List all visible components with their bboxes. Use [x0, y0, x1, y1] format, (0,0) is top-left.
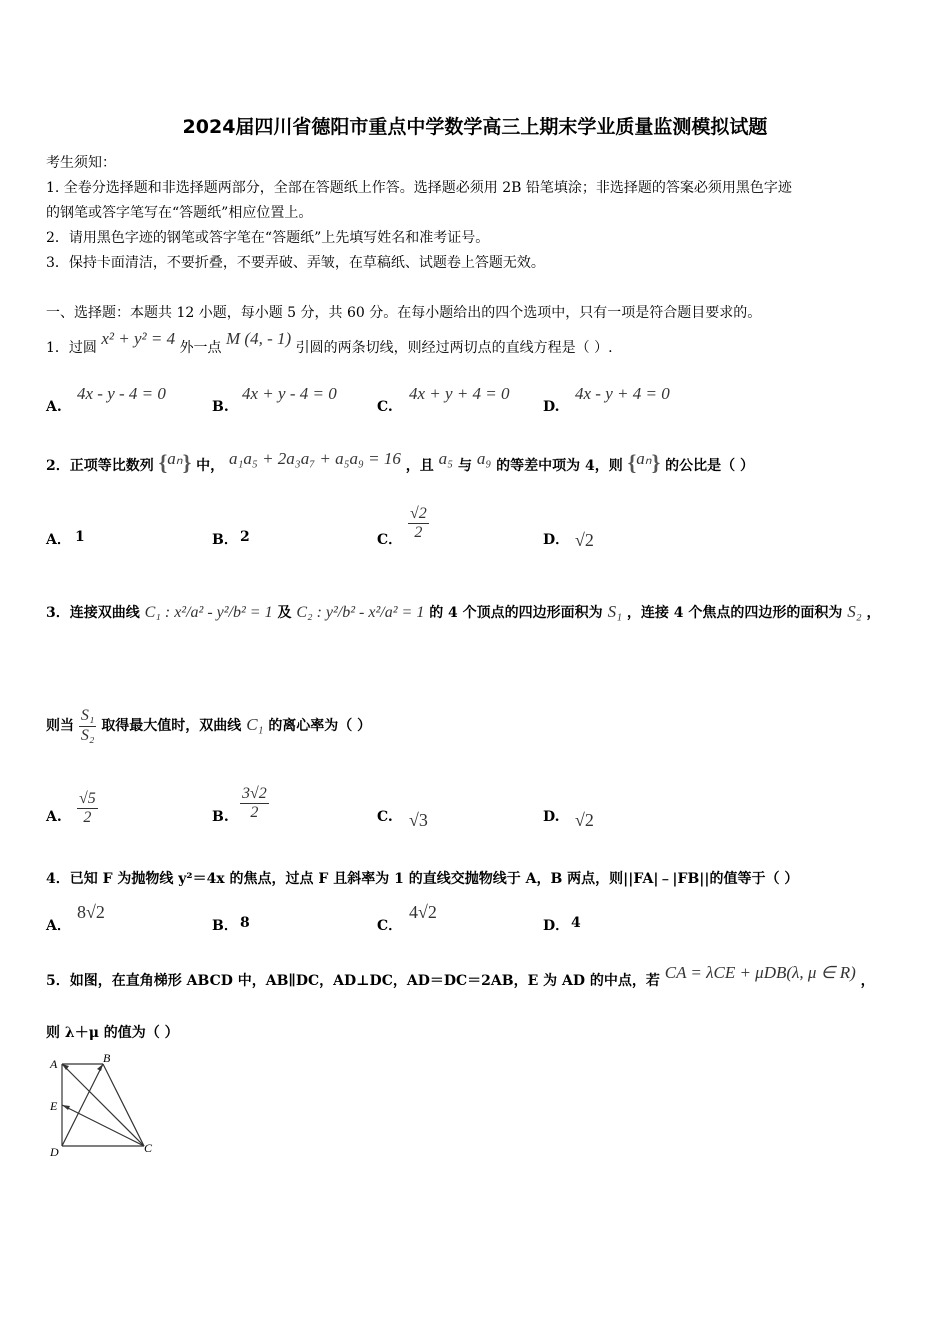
q3-s2: S₂ — [847, 602, 862, 621]
q4-option-a[interactable]: 8√2 — [77, 902, 105, 922]
q4-option-b[interactable]: 8 — [240, 915, 250, 931]
q1-circle-eq: x² + y² = 4 — [101, 329, 176, 348]
q3-text-5: ， — [866, 605, 881, 621]
label-d: D — [50, 1145, 59, 1159]
question-5-line-2: 则 λ＋μ 的值为（ ） — [46, 1025, 179, 1041]
q3-text-2: 及 — [277, 605, 292, 621]
q2-seq: aₙ — [167, 449, 183, 468]
q3-s1: S₁ — [607, 602, 622, 621]
q1-label-b: B. — [212, 399, 229, 415]
q3-label-b: B. — [212, 809, 229, 825]
q2-label-c: C． — [377, 532, 403, 548]
q1-label-d: D. — [543, 399, 560, 415]
q2-label-a: A． — [46, 532, 71, 548]
q2-label-d: D． — [543, 532, 570, 548]
section-heading: 一、选择题：本题共 12 小题，每小题 5 分，共 60 分。在每小题给出的四个选项中，只有一项是符合题目要求的。 — [46, 305, 762, 321]
q3-ratio-den: S₂ — [80, 726, 95, 744]
arrowhead-db — [97, 1064, 103, 1071]
q3-option-c[interactable]: √3 — [409, 810, 428, 830]
q3-text-4: ，连接 4 个焦点的四边形的面积为 — [626, 605, 843, 621]
notice-heading: 考生须知： — [46, 155, 116, 171]
q1-option-c[interactable]: 4x + y + 4 = 0 — [409, 384, 510, 403]
q4-option-d[interactable]: 4 — [571, 915, 581, 931]
trapezoid-figure — [44, 1048, 164, 1160]
q3-label-a: A. — [46, 809, 62, 825]
q3-label-c: C. — [377, 809, 393, 825]
q3-text-1: 3．连接双曲线 — [46, 605, 140, 621]
q4-label-a: A． — [46, 918, 71, 934]
edge-bc — [103, 1064, 144, 1146]
q4-label-b: B． — [212, 918, 238, 934]
arrowhead-ca — [62, 1064, 69, 1070]
q2-brace-right: } — [182, 450, 192, 475]
q3-c1-short: C₁ — [246, 715, 264, 734]
q5-text-1: 5．如图，在直角梯形 ABCD 中，AB∥DC，AD⊥DC，AD＝DC＝2AB，E 为 AD 的中点，若 — [46, 973, 660, 989]
q1-point: M (4, - 1) — [226, 329, 292, 348]
notice-line-3: 3．保持卡面清洁，不要折叠，不要弄破、弄皱，在草稿纸、试题卷上答题无效。 — [46, 255, 545, 271]
segment-ca — [62, 1064, 144, 1146]
q2-equation: a₁a₅ + 2a₃a₇ + a₅a₉ = 16 — [229, 449, 401, 468]
label-e: E — [50, 1099, 58, 1113]
label-b: B — [103, 1051, 111, 1065]
q2-option-c-num: √2 — [408, 505, 429, 524]
q2-option-c-fraction — [408, 505, 429, 543]
segment-ce — [62, 1105, 144, 1146]
q1-text-2: 外一点 — [179, 340, 222, 356]
q2-brace-right-2: } — [651, 450, 661, 475]
q3-text-6: 则当 — [46, 718, 74, 734]
q2-text-4: 与 — [457, 458, 472, 474]
q3-text-7: 取得最大值时，双曲线 — [101, 718, 242, 734]
q2-a5: a₅ — [438, 449, 454, 468]
q5-equation: CA = λCE + μDB(λ, μ ∈ R) — [664, 963, 856, 982]
q4-label-d: D． — [543, 918, 570, 934]
q3-c2-eq: C₂ : y²/b² - x²/a² = 1 — [296, 604, 425, 621]
q3-option-b[interactable] — [240, 785, 269, 823]
q2-text-5: 的等差中项为 4，则 — [496, 458, 623, 474]
question-3-line-2 — [46, 700, 371, 751]
q3-option-a[interactable] — [77, 790, 98, 828]
q4-option-c[interactable]: 4√2 — [409, 902, 437, 922]
q2-text-1: 2．正项等比数列 — [46, 458, 154, 474]
notice-line-2: 2．请用黑色字迹的钢笔或答字笔在“答题纸”上先填写姓名和准考证号。 — [46, 230, 490, 246]
label-a: A — [50, 1057, 58, 1071]
q4-label-c: C． — [377, 918, 403, 934]
q1-option-a[interactable]: 4x - y - 4 = 0 — [77, 384, 166, 403]
q2-text-3: ，且 — [405, 458, 434, 474]
q3-ratio-num: S₁ — [79, 707, 97, 726]
q3-text-3: 的 4 个顶点的四边形面积为 — [429, 605, 603, 621]
q2-label-b: B． — [212, 532, 238, 548]
q3-option-b-num: 3√2 — [240, 785, 269, 804]
q3-label-d: D. — [543, 809, 560, 825]
q3-option-a-den: 2 — [83, 809, 92, 827]
q1-option-d[interactable]: 4x - y + 4 = 0 — [575, 384, 670, 403]
page-title: 2024届四川省德阳市重点中学数学高三上期末学业质量监测模拟试题 — [182, 116, 768, 138]
question-3 — [46, 592, 881, 633]
q5-text-2: ， — [860, 973, 875, 989]
q3-option-a-fraction — [77, 790, 98, 828]
q3-text-8: 的离心率为（ ） — [268, 718, 372, 734]
q2-text-2: 中， — [196, 458, 225, 474]
q3-option-a-num: √5 — [77, 790, 98, 809]
q3-c1-eq: C₁ : x²/a² - y²/b² = 1 — [144, 604, 273, 621]
q2-brace-left-2: { — [627, 450, 637, 475]
q3-option-b-den: 2 — [250, 804, 259, 822]
q2-option-c-den: 2 — [414, 524, 423, 542]
segment-db — [62, 1064, 103, 1146]
q2-text-6: 的公比是（ ） — [665, 458, 754, 474]
q3-option-d[interactable]: √2 — [575, 810, 594, 830]
question-2 — [46, 448, 754, 481]
q2-option-b[interactable]: 2 — [240, 529, 250, 545]
notice-line-1b: 的钢笔或答字笔写在“答题纸”相应位置上。 — [46, 205, 313, 221]
q2-seq-2: aₙ — [636, 449, 652, 468]
q1-text-3: 引圆的两条切线，则经过两切点的直线方程是（ ）. — [295, 340, 613, 356]
question-1 — [46, 329, 613, 363]
q2-option-a[interactable]: 1 — [75, 529, 85, 545]
q2-a9: a₉ — [476, 449, 492, 468]
arrowhead-ce — [62, 1105, 70, 1110]
q3-option-b-fraction — [240, 785, 269, 823]
label-c: C — [144, 1141, 153, 1155]
q1-option-b[interactable]: 4x + y - 4 = 0 — [242, 384, 337, 403]
q2-option-d[interactable]: √2 — [575, 530, 594, 550]
question-4: 4．已知 F 为抛物线 y²＝4x 的焦点，过点 F 且斜率为 1 的直线交抛物线于 A，B 两点，则||FA|﹣|FB||的值等于（ ） — [46, 871, 799, 887]
question-5 — [46, 965, 875, 996]
q1-label-c: C. — [377, 399, 393, 415]
q2-option-c[interactable] — [408, 505, 429, 543]
q2-brace-left: { — [158, 450, 168, 475]
notice-line-1: 1. 全卷分选择题和非选择题两部分，全部在答题纸上作答。选择题必须用 2B 铅笔填涂；非选择题的答案必须用黑色字迹 — [46, 180, 792, 196]
q1-text-1: 1．过圆 — [46, 340, 97, 356]
q3-ratio — [79, 707, 97, 745]
q1-label-a: A. — [46, 399, 62, 415]
